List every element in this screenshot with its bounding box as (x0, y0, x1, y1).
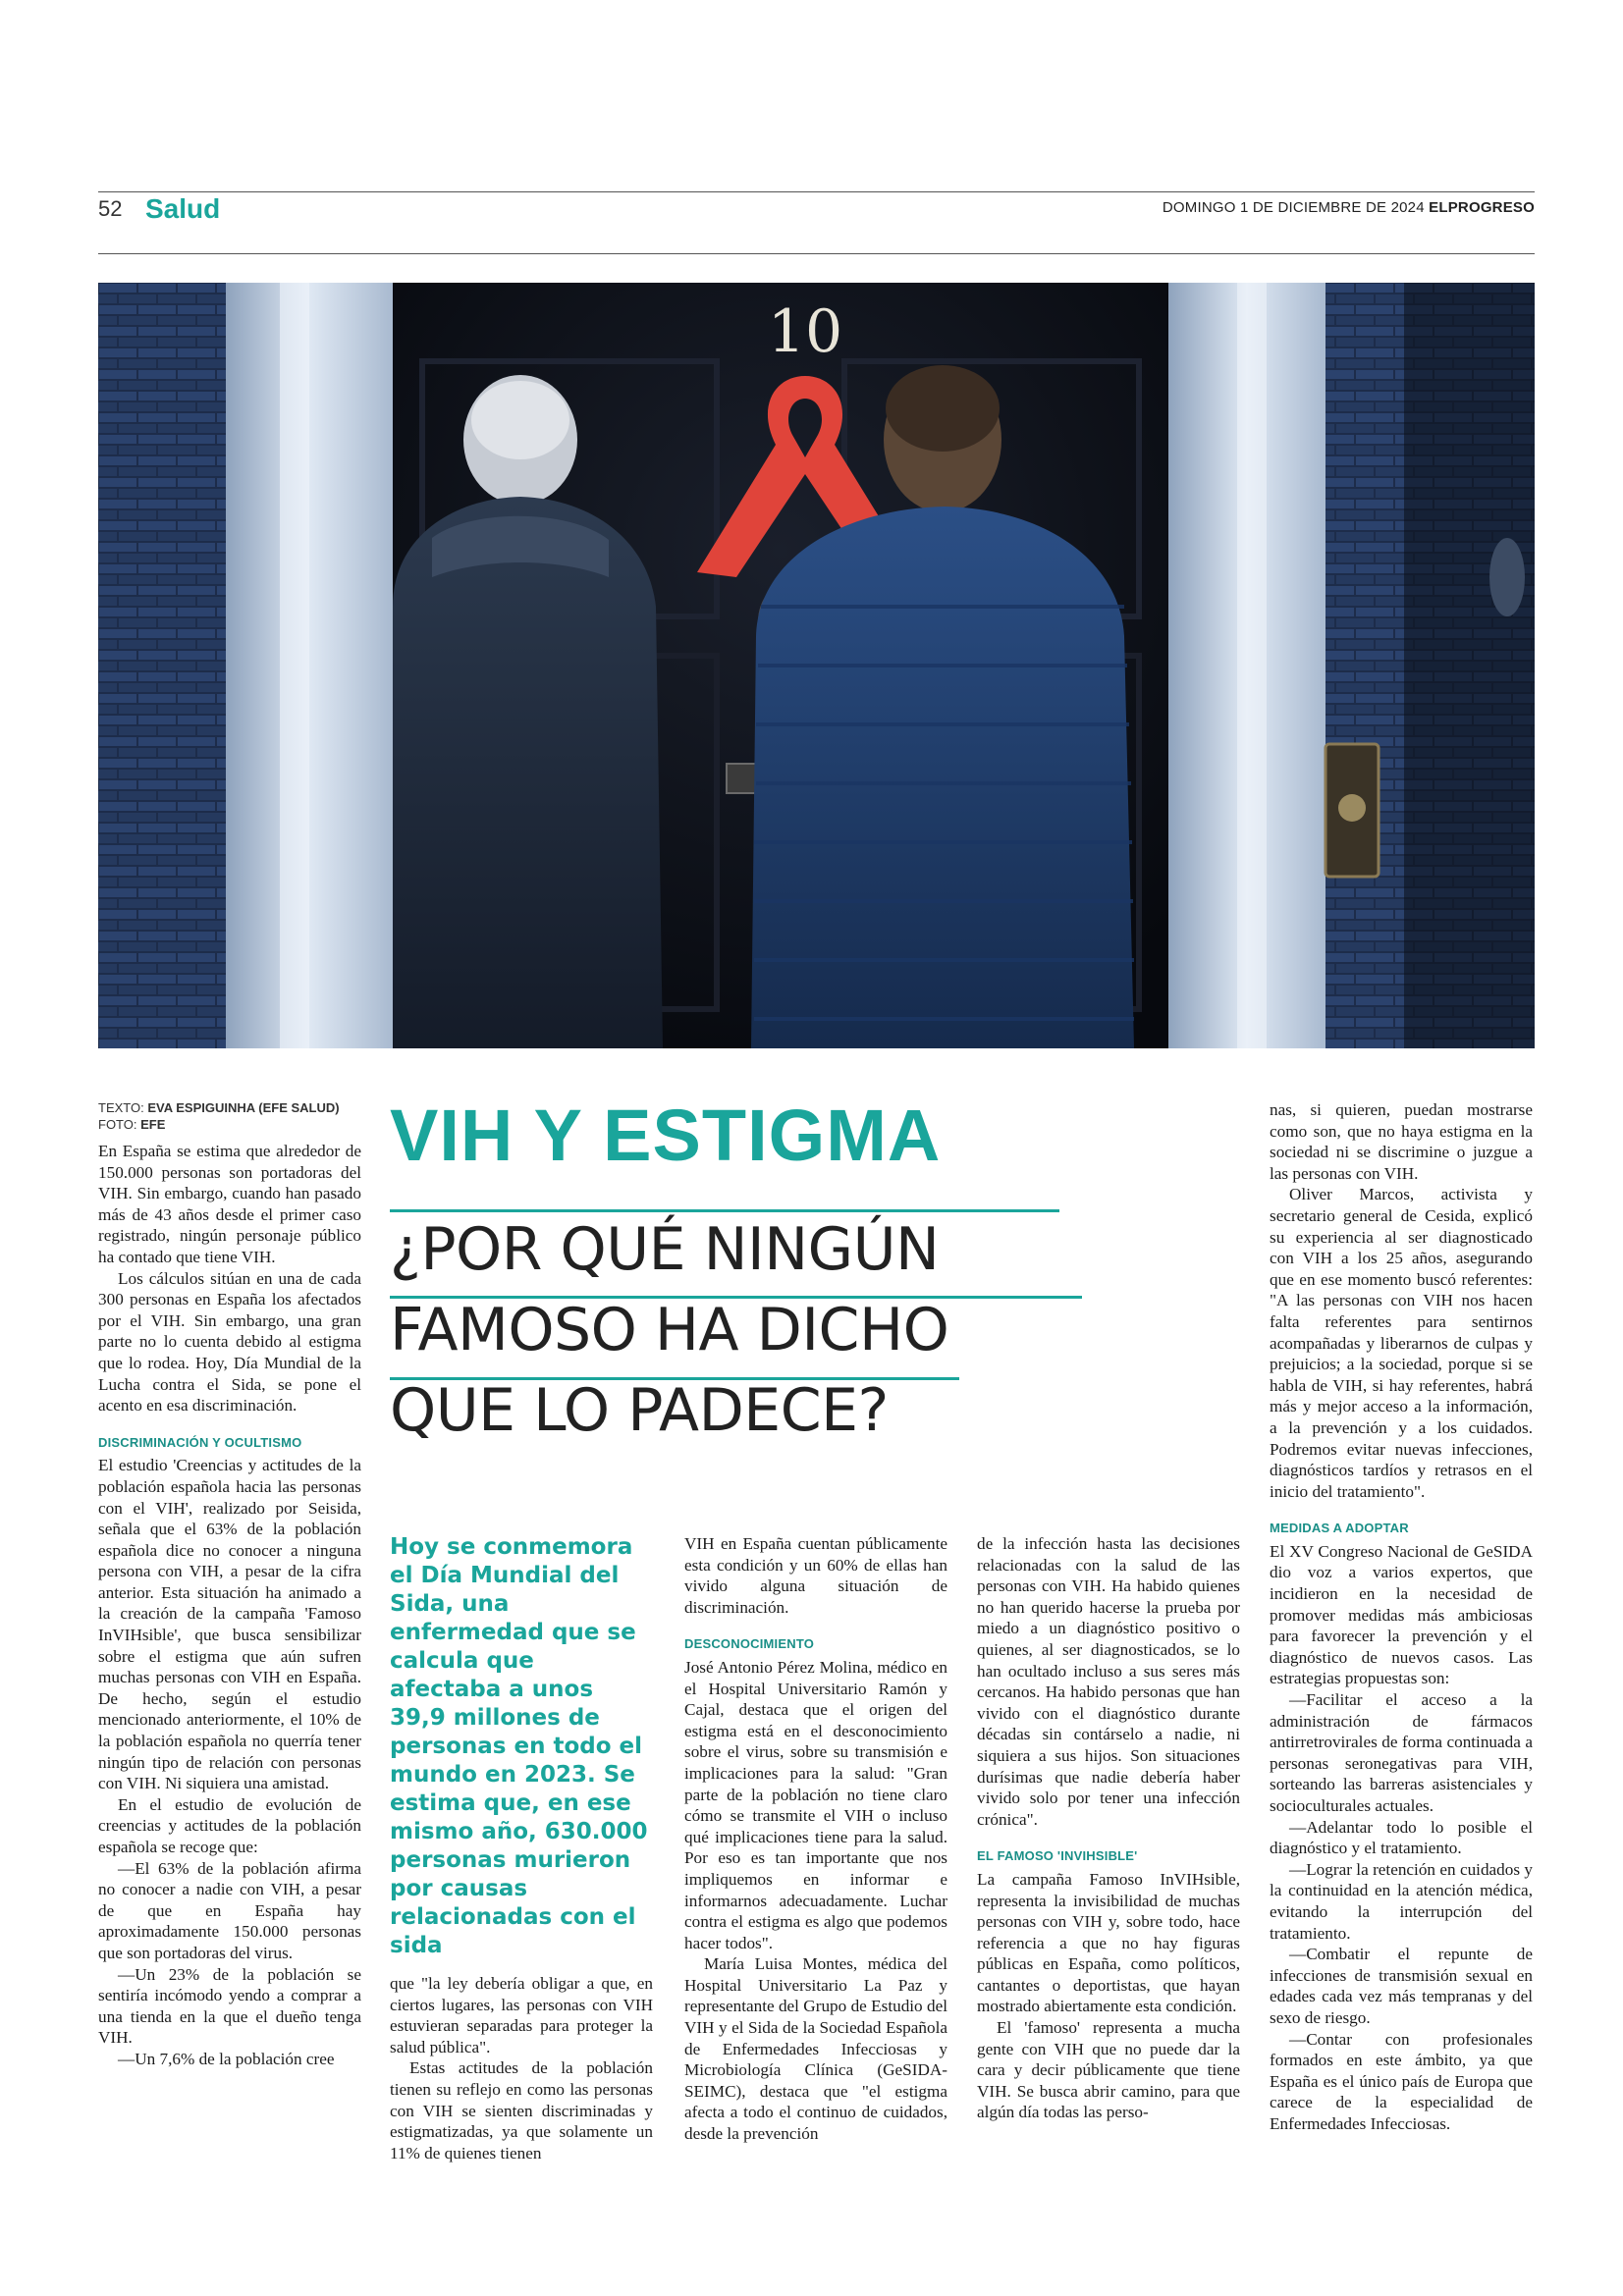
headline-title: VIH Y ESTIGMA (390, 1095, 942, 1176)
paragraph: La campaña Famoso InVIHsible, representa la invisibilidad de muchas personas con VIH y, sobre todo, hace referencia a que no hay figuras públicas en España, como políticos, cantantes o deportistas, que hayan mostrado abiertamente esta condición. (977, 1869, 1240, 2016)
pull-quote: Hoy se conmemora el Día Mundial del Sida, una enfermedad que se calcula que afectaba a unos 39,9 millones de personas en todo el mundo en 2023. Se estima que, en ese mismo año, 630.000 personas murieron por causas relacionadas con el sida (390, 1534, 648, 1958)
paragraph: Oliver Marcos, activista y secretario general de Cesida, explicó su experiencia al ser diagnosticado con VIH a los 25 años, asegurando que en ese momento buscó referentes: "A las personas con VIH nos hacen falta referentes para sentirnos acompañadas y liberarnos de culpas y prejuicios; a la sociedad, porque si se habla de VIH, si hay referentes, habrá más y mejor acceso a la información, a la prevención y a los cuidados. Podremos evitar nuevas infecciones, diagnósticos tardíos y retrasos en el inicio del tratamiento". (1270, 1185, 1533, 1501)
photo-illustration (98, 283, 1535, 1048)
headline-subtitle (390, 1209, 1097, 1451)
header-top-rule (98, 191, 1535, 192)
paragraph: —Lograr la retención en cuidados y la continuidad en la atención médica, evitando la interrupción del tratamiento. (1270, 1859, 1533, 1943)
paragraph: Los cálculos sitúan en una de cada 300 personas en España los afectados por el VIH. Sin embargo, una gran parte no lo cuenta debido al estigma que lo rodea. Hoy, Día Mundial de la Lucha contra el Sida, se pone el acento en esa discriminación. (98, 1268, 361, 1415)
paragraph: —Adelantar todo lo posible el diagnóstico y el tratamiento. (1270, 1817, 1533, 1858)
publication-name: ELPROGRESO (1429, 199, 1535, 216)
issue-date: DOMINGO 1 DE DICIEMBRE DE 2024 (1162, 199, 1425, 216)
paragraph: En España se estima que alrededor de 150.000 personas son portadoras del VIH. Sin embargo, cuando han pasado más de 43 años desde el primer caso registrado, ningún personaje público ha contado que tiene VIH. (98, 1142, 361, 1266)
paragraph: El XV Congreso Nacional de GeSIDA dio voz a varios expertos, que incidieron en la necesidad de promover medidas más ambiciosas para favorecer la prevención y el diagnóstico de nuevos casos. Las estrategias propuestas son: (1270, 1541, 1533, 1688)
header-bottom-rule (98, 253, 1535, 254)
paragraph: —El 63% de la población afirma no conocer a nadie con VIH, a pesar de que en España hay aproximadamente 150.000 personas que son portadoras del virus. (98, 1858, 361, 1962)
credits (98, 1099, 340, 1133)
article-column-3 (684, 1533, 947, 2145)
article-column-2 (390, 1973, 653, 2163)
subheading-medidas: MEDIDAS A ADOPTAR (1270, 1521, 1409, 1536)
page-number: 52 (98, 196, 123, 221)
door-number: 10 (767, 297, 843, 366)
article-column-5 (1270, 1099, 1533, 2135)
subheading-desconocimiento: DESCONOCIMIENTO (684, 1636, 815, 1652)
subtitle-line-3: QUE LO PADECE? (390, 1376, 889, 1445)
subtitle-line-1: ¿POR QUÉ NINGÚN (390, 1215, 940, 1284)
paragraph: En el estudio de evolución de creencias y actitudes de la población española se recoge que: (98, 1794, 361, 1856)
subheading-famoso: EL FAMOSO 'INVIHSIBLE' (977, 1848, 1138, 1864)
paragraph: de la infección hasta las decisiones relacionadas con la salud de las personas con VIH. Ha habido quienes no han querido hacerse la prueba por miedo a un diagnóstico positivo o quienes, al ser diagnosticados, se lo han ocultado incluso a sus seres más cercanos. Ha habido personas que han vivido con el diagnóstico durante décadas sin contárselo a nadie, ni siquiera a sus hijos. Son situaciones durísimas que nadie debería haber vivido solo por tener una infección crónica". (977, 1534, 1240, 1829)
section-name: Salud (145, 193, 221, 224)
paragraph: nas, si quieren, puedan mostrarse como son, que no haya estigma en la sociedad ni se discrimine o juzgue a las personas con VIH. (1270, 1100, 1533, 1183)
article-column-4 (977, 1533, 1240, 2123)
main-photo (98, 283, 1535, 1048)
paragraph: —Un 7,6% de la población cree (118, 2049, 335, 2068)
paragraph: que "la ley debería obligar a que, en ciertos lugares, las personas con VIH estuvieran separadas para proteger la salud pública". (390, 1974, 653, 2056)
dateline (1163, 199, 1535, 216)
text-credit: TEXTO: EVA ESPIGUINHA (EFE SALUD) (98, 1100, 340, 1115)
paragraph: —Un 23% de la población se sentiría incómodo yendo a comprar a una tienda en la que el dueño tenga VIH. (98, 1964, 361, 2048)
paragraph: El estudio 'Creencias y actitudes de la población española hacia las personas con el VIH', realizado por Seisida, señala que el 63% de la población española dice no conocer a ninguna persona con VIH, a pesar de la cifra anterior. Esta situación ha animado a la creación de la campaña 'Famoso InVIHsible', que busca sensibilizar sobre el estigma que aún sufren muchas personas con VIH en España. De hecho, según el estudio mencionado anteriormente, el 10% de la población española no querría tener ningún tipo de relación con personas con VIH. Ni siquiera una amistad. (98, 1456, 361, 1793)
paragraph: —Facilitar el acceso a la administración de fármacos antirretrovirales de forma continuada a personas seronegativas para VIH, sorteando las barreras asistenciales y socioculturales actuales. (1270, 1690, 1533, 1815)
paragraph: María Luisa Montes, médica del Hospital Universitario La Paz y representante del Grupo de Estudio del VIH y el Sida de la Sociedad Española de Enfermedades Infecciosas y Microbiología Clínica (GeSIDA-SEIMC), destaca que "el estigma afecta a todo el continuo de cuidados, desde la prevención (684, 1954, 947, 2144)
paragraph: José Antonio Pérez Molina, médico en el Hospital Universitario Ramón y Cajal, destaca que el origen del estigma está en el desconocimiento sobre el virus, sobre su transmisión e implicaciones para la salud: "Gran parte de la población no tiene claro cómo se transmite el VIH o incluso qué implicaciones tiene para la salud. Por eso es tan importante que nos impliquemos en informar e informarnos adecuadamente. Luchar contra el estigma es algo que podemos hacer todos". (684, 1657, 947, 1952)
paragraph: El 'famoso' representa a mucha gente con VIH que no puede dar la cara y decir públicamente que tiene VIH. Se busca abrir camino, para que algún día todas las perso- (977, 2018, 1240, 2122)
subtitle-line-2: FAMOSO HA DICHO (390, 1296, 949, 1364)
paragraph: VIH en España cuentan públicamente esta condición y un 60% de ellas han vivido alguna situación de discriminación. (684, 1534, 947, 1617)
article-column-1 (98, 1141, 361, 2070)
paragraph: Estas actitudes de la población tienen su reflejo en como las personas con VIH se sienten discriminadas y estigmatizadas, ya que solamente un 11% de quienes tienen (390, 2058, 653, 2163)
subheading-discriminacion: DISCRIMINACIÓN Y OCULTISMO (98, 1434, 302, 1450)
paragraph: —Contar con profesionales formados en este ámbito, ya que España es el único país de Europa que carece de la especialidad de Enfermedades Infecciosas. (1270, 2029, 1533, 2133)
paragraph: —Combatir el repunte de infecciones de transmisión sexual en edades cada vez más tempranas y del sexo de riesgo. (1270, 1945, 1533, 2027)
photo-credit: FOTO: EFE (98, 1117, 166, 1132)
